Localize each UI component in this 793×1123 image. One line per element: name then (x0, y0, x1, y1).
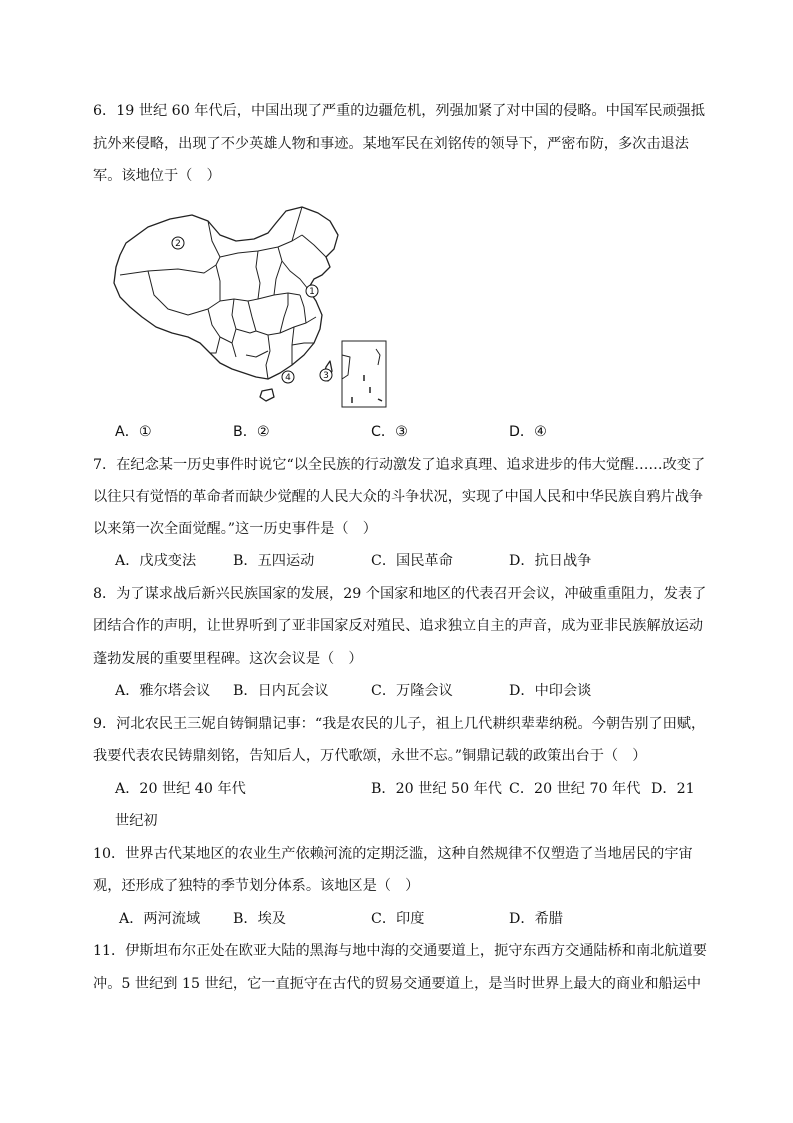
q7-line-2: 以往只有觉悟的革命者而缺少觉醒的人民大众的斗争状况，实现了中国人民和中华民族自鸦片战争 (93, 489, 704, 505)
q10-option-a[interactable]: A．两河流域 (119, 911, 201, 927)
q7-option-d[interactable]: D．抗日战争 (509, 553, 592, 569)
q7-option-a[interactable]: A．戊戌变法 (115, 553, 197, 569)
inset-coast (376, 349, 380, 365)
map-marker-2 (172, 237, 184, 249)
q10-option-c[interactable]: C．印度 (371, 911, 425, 927)
inset-coast (342, 355, 350, 379)
hainan-island (260, 389, 274, 401)
map-marker-3 (320, 369, 332, 381)
q10-option-d[interactable]: D．希腊 (509, 911, 563, 927)
q8-line-1: 8．为了谋求战后新兴民族国家的发展，29 个国家和地区的代表召开会议，冲破重重阻力，发表了 (93, 586, 707, 602)
q10-line-1: 10．世界古代某地区的农业生产依赖河流的定期泛滥，这种自然规律不仅塑造了当地居民的宇宙 (93, 846, 693, 862)
q7-option-c[interactable]: C．国民革命 (371, 553, 453, 569)
china-map-svg (108, 205, 393, 410)
map-marker-4 (282, 371, 294, 383)
q6-option-d[interactable]: D．④ (509, 424, 547, 440)
q7-line-1: 7．在纪念某一历史事件时说它“以全民族的行动激发了追求真理、追求进步的伟大觉醒……改变了 (93, 457, 706, 473)
q7-line-3: 以来第一次全面觉醒。”这一历史事件是（ ） (93, 521, 377, 537)
q7-option-b[interactable]: B．五四运动 (233, 553, 315, 569)
q11-line-1: 11．伊斯坦布尔正处在欧亚大陆的黑海与地中海的交通要道上，扼守东西方交通陆桥和南北航道要 (93, 943, 707, 959)
china-outline (114, 207, 338, 379)
q6-line-2: 抗外来侵略，出现了不少英雄人物和事迹。某地军民在刘铭传的领导下，严密布防，多次击退法 (93, 136, 689, 152)
q9-option-d-wrap: 世纪初 (115, 813, 158, 829)
q11-line-2: 冲。5 世纪到 15 世纪，它一直扼守在古代的贸易交通要道上，是当时世界上最大的商业和船运中 (93, 976, 702, 992)
q8-option-c[interactable]: C．万隆会议 (371, 683, 453, 699)
q10-line-2: 观，还形成了独特的季节划分体系。该地区是（ ） (93, 878, 420, 894)
q8-line-3: 蓬勃发展的重要里程碑。这次会议是（ ） (93, 651, 363, 667)
q10-option-b[interactable]: B．埃及 (233, 911, 286, 927)
q8-option-d[interactable]: D．中印会谈 (509, 683, 592, 699)
q9-line-2: 我要代表农民铸鼎刻铭，告知后人，万代歌颂，永世不忘。”铜鼎记载的政策出台于（ ） (93, 748, 647, 764)
q9-option-b[interactable]: B．20 世纪 50 年代 (371, 781, 502, 797)
map-marker-3-label: 3 (323, 371, 329, 381)
q6-option-c[interactable]: C．③ (371, 424, 408, 440)
q8-option-a[interactable]: A．雅尔塔会议 (115, 683, 211, 699)
q9-option-d[interactable]: D．21 (651, 781, 695, 797)
china-map-figure (108, 205, 393, 410)
q6-option-b[interactable]: B．② (233, 424, 270, 440)
q8-line-2: 团结合作的声明，让世界听到了亚非国家反对殖民、追求独立自主的声音，成为亚非民族解放运动 (93, 618, 704, 634)
q6-line-3: 军。该地位于（ ） (93, 168, 221, 184)
map-marker-1 (306, 285, 318, 297)
map-marker-2-label: 2 (175, 239, 181, 249)
map-marker-4-label: 4 (285, 373, 291, 383)
q8-option-b[interactable]: B．日内瓦会议 (233, 683, 329, 699)
q9-option-a[interactable]: A．20 世纪 40 年代 (115, 781, 246, 797)
q9-option-c[interactable]: C．20 世纪 70 年代 (509, 781, 641, 797)
q9-line-1: 9．河北农民王三妮自铸铜鼎记事：“我是农民的儿子，祖上几代耕织辈辈纳税。今朝告别了田赋， (93, 716, 706, 732)
map-marker-1-label: 1 (309, 287, 315, 297)
q6-option-a[interactable]: A．① (115, 424, 152, 440)
q6-line-1: 6．19 世纪 60 年代后，中国出现了严重的边疆危机，列强加紧了对中国的侵略。中国军民顽强抵 (93, 103, 705, 119)
